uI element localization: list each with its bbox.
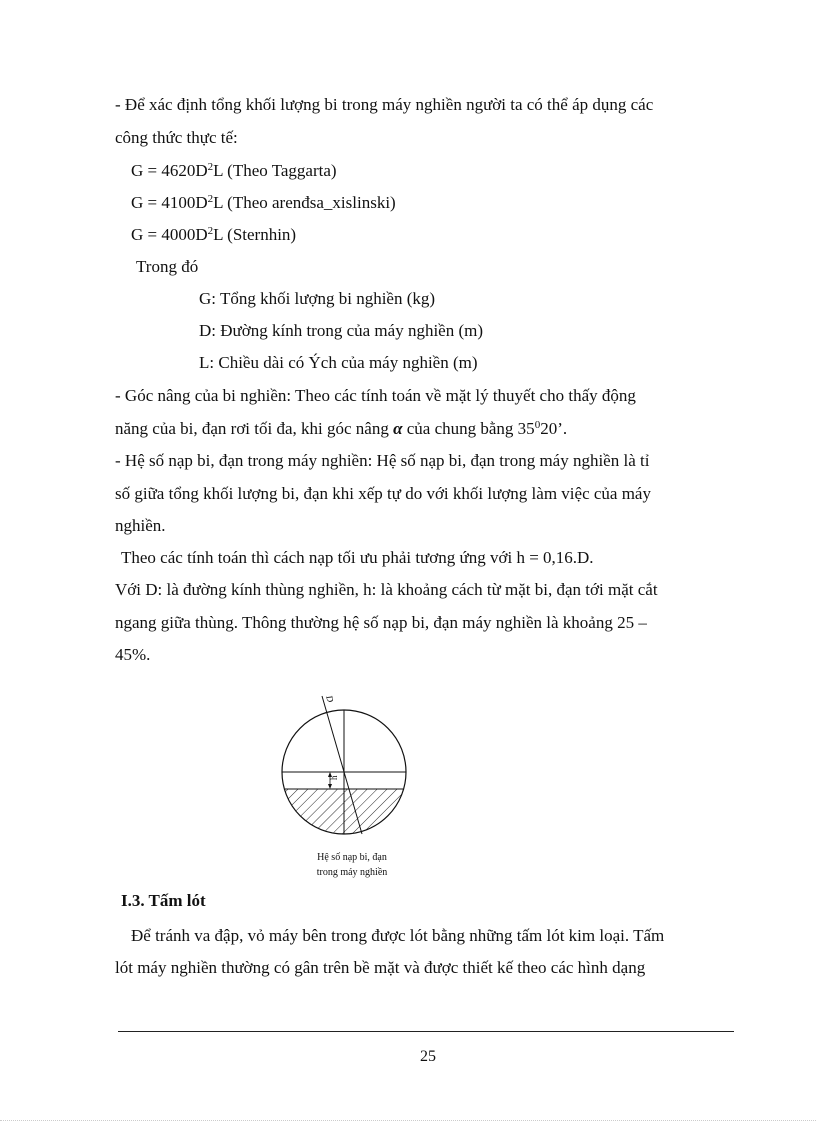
formula-taggarta: $G = 4620D^2L$ (Theo Taggarta) — [131, 161, 337, 180]
alpha-symbol: α — [393, 419, 403, 438]
paragraph-1-line-2: công thức thực tế: — [115, 128, 238, 147]
definition-g: G: Tổng khối lượng bi nghiền (kg) — [199, 289, 436, 308]
label-d: D — [324, 694, 336, 704]
paragraph-5-line-3: 45%. — [115, 645, 151, 664]
where-label: Trong đó — [136, 257, 199, 276]
paragraph-3-line-3: nghiền. — [115, 516, 166, 535]
paragraph-3-line-2: số giữa tổng khối lượng bi, đạn khi xếp tự do với khối lượng làm việc của máy — [115, 484, 651, 503]
section-line-2: lót máy nghiền thường có gân trên bề mặt và được thiết kế theo các hình dạng — [115, 958, 646, 977]
formula-arendsa: $G = 4100D^2L$ (Theo arenđsa_xislinski) — [131, 193, 396, 212]
paragraph-5-line-1: Với D: là đường kính thùng nghiền, h: là khoảng cách từ mặt bi, đạn tới mặt cắt — [115, 580, 658, 599]
section-heading: I.3. Tấm lót — [121, 891, 206, 910]
definition-d: D: Đường kính trong của máy nghiền (m) — [199, 321, 484, 340]
paragraph-1-line-1: - Để xác định tổng khối lượng bi trong máy nghiền người ta có thể áp dụng các — [115, 95, 654, 114]
formula-sternhin: $G = 4000D^2L$ (Sternhin) — [131, 225, 297, 244]
label-h: h — [329, 775, 339, 780]
paragraph-5-line-2: ngang giữa thùng. Thông thường hệ số nạp bi, đạn máy nghiền là khoảng 25 – — [115, 613, 647, 632]
section-line-1: Để tránh va đập, vỏ máy bên trong được lót bằng những tấm lót kim loại. Tấm — [131, 926, 665, 945]
page-bottom-border — [0, 1120, 816, 1121]
definition-l: L: Chiều dài có Ých của máy nghiền (m) — [199, 353, 478, 372]
paragraph-3-line-1: - Hệ số nạp bi, đạn trong máy nghiền: Hệ số nạp bi, đạn trong máy nghiền là tỉ — [115, 451, 650, 470]
paragraph-2-line-1: - Góc nâng của bi nghiền: Theo các tính toán về mặt lý thuyết cho thấy động — [115, 386, 636, 405]
ball-filling-diagram — [270, 688, 420, 843]
paragraph-2-line-2: năng của bi, đạn rơi tối đa, khi góc nâng α của chung bằng $35^020$’. — [115, 419, 568, 438]
page-number: 25 — [420, 1048, 436, 1065]
footer-rule — [118, 1031, 734, 1032]
figure-caption-line-2: trong máy nghiền — [316, 867, 388, 878]
figure-caption-line-1: Hệ số nạp bi, đạn — [317, 852, 387, 863]
paragraph-4: Theo các tính toán thì cách nạp tối ưu phải tương ứng với h = 0,16.D. — [121, 548, 594, 567]
ball-charge-hatch — [270, 789, 420, 843]
